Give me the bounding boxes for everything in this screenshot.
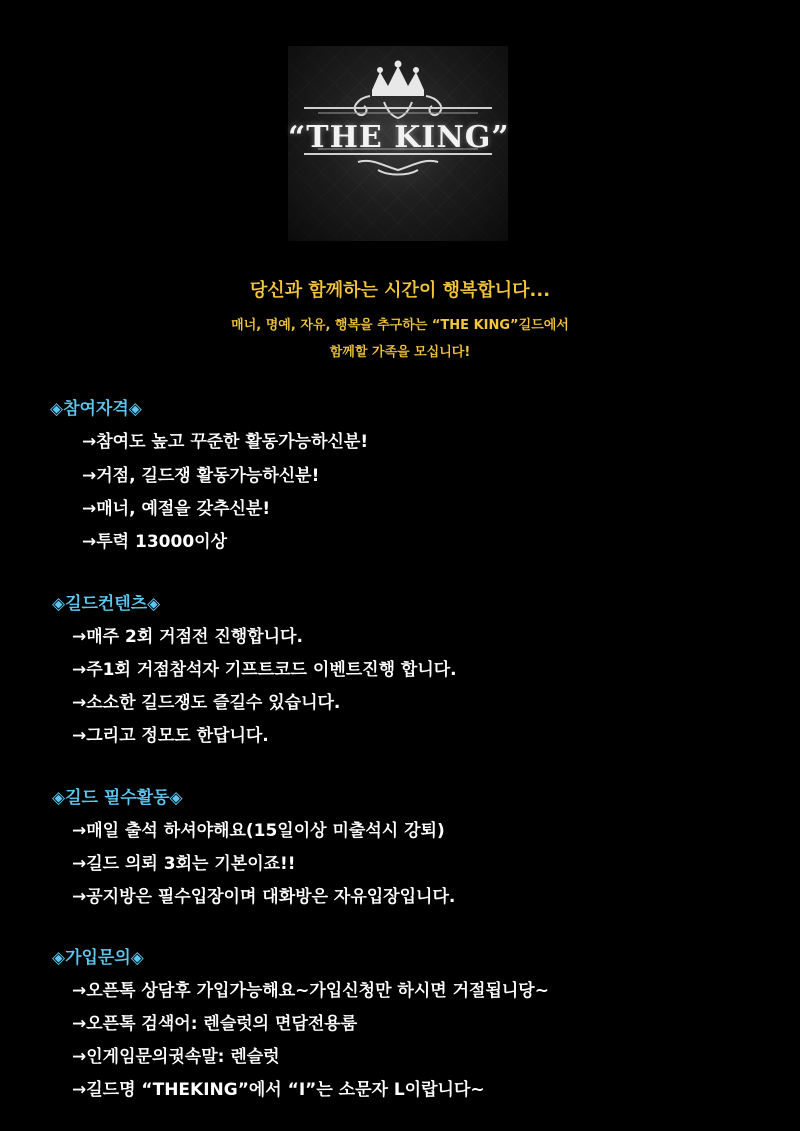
guild-logo — [288, 46, 508, 241]
section-title: ◈참여자격◈ — [50, 399, 142, 419]
intro-line-1: 매너, 명예, 자유, 행복을 추구하는 “THE KING”길드에서 — [231, 318, 569, 333]
list-item: →매너, 예절을 갖추신분! — [82, 499, 271, 519]
list-item: →거점, 길드쟁 활동가능하신분! — [82, 466, 320, 486]
list-item: →주1회 거점참석자 기프트코드 이벤트진행 합니다. — [72, 660, 457, 680]
list-item: →오픈톡 검색어: 렌슬럿의 면담전용룸 — [72, 1014, 358, 1034]
list-item: →길드명 “THEKING”에서 “I”는 소문자 L이랍니다~ — [72, 1080, 485, 1100]
list-item: →그리고 정모도 한답니다. — [72, 726, 269, 746]
list-item: →매주 2회 거점전 진행합니다. — [72, 627, 303, 647]
list-item: →공지방은 필수입장이며 대화방은 자유입장입니다. — [72, 887, 456, 907]
section-title: ◈가입문의◈ — [52, 948, 144, 968]
list-item: →오픈톡 상담후 가입가능해요~가입신청만 하시면 거절됩니당~ — [72, 981, 549, 1001]
section-title: ◈길드컨텐츠◈ — [52, 594, 161, 614]
list-item: →인게임문의귓속말: 렌슬럿 — [72, 1047, 280, 1067]
list-item: →길드 의뢰 3회는 기본이죠!! — [72, 854, 296, 874]
list-item: →소소한 길드쟁도 즐길수 있습니다. — [72, 693, 341, 713]
list-item: →참여도 높고 꾸준한 활동가능하신분! — [82, 432, 369, 452]
intro-line-2: 함께할 가족을 모십니다! — [329, 345, 471, 360]
logo-text: “THE KING” — [288, 120, 510, 155]
intro-title: 당신과 함께하는 시간이 행복합니다... — [249, 280, 551, 301]
list-item: →매일 출석 하셔야해요(15일이상 미출석시 강퇴) — [72, 821, 445, 841]
list-item: →투력 13000이상 — [82, 532, 227, 552]
section-title: ◈길드 필수활동◈ — [52, 788, 183, 808]
